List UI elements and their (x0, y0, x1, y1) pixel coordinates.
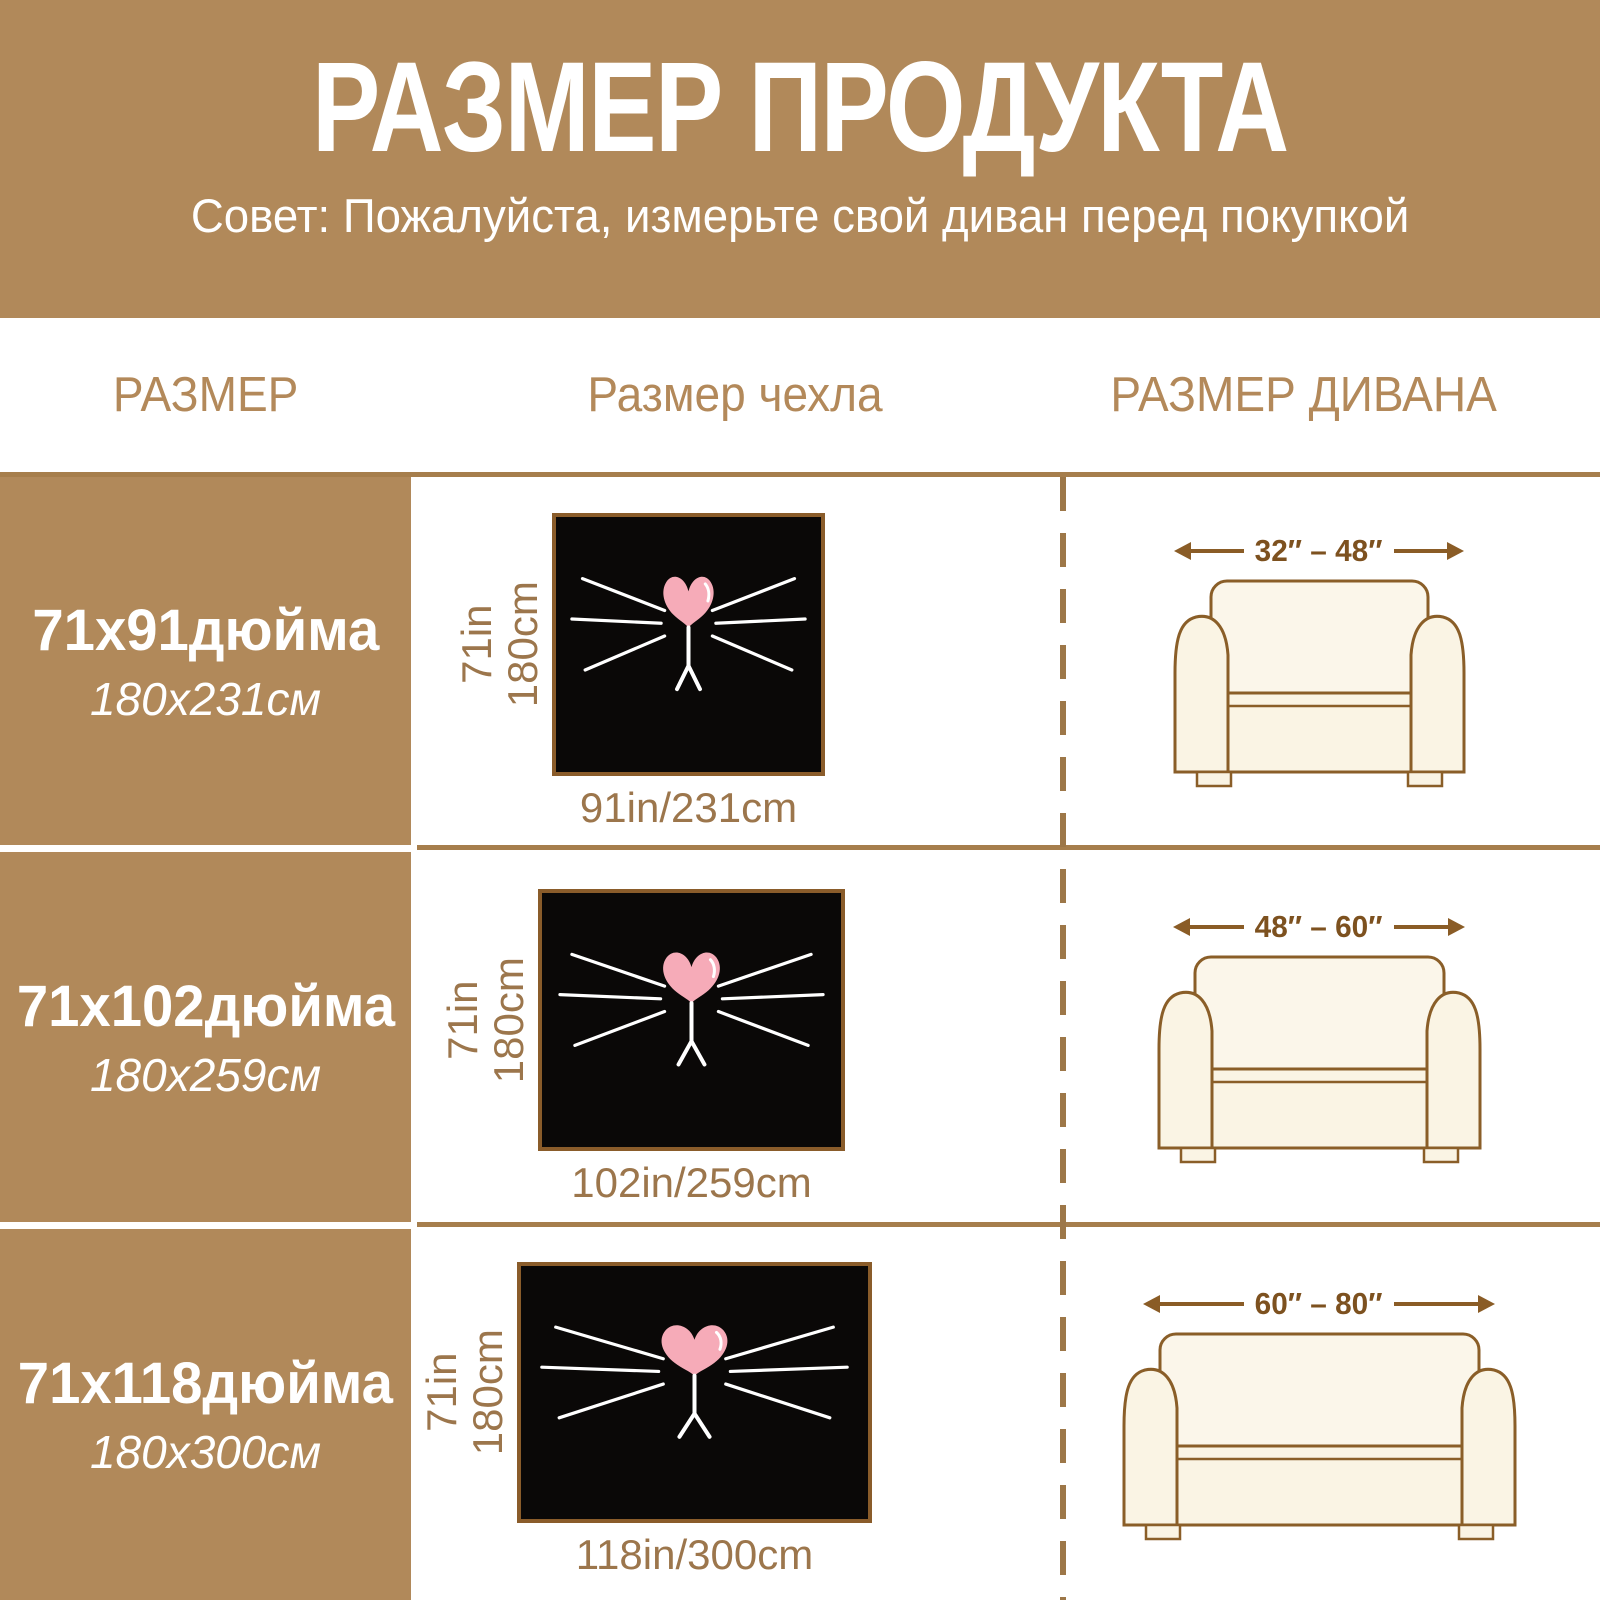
loveseat-illustration (1151, 951, 1488, 1166)
page-subtitle: Совет: Пожалуйста, измерьте свой диван перед покупкой (190, 189, 1410, 242)
whiskers-right (726, 1327, 847, 1418)
cover-width-label: 118in/300cm (575, 1531, 814, 1578)
size-cell-row2 (0, 852, 411, 1222)
arrow-line (1394, 925, 1448, 929)
size-inches-label: 71x91дюйма (32, 597, 379, 663)
arrow-left-head-icon (1174, 542, 1191, 560)
cover-height-in: 71in (452, 604, 500, 685)
arrow-line (1394, 549, 1447, 553)
cover-height-cm: 180cm (499, 581, 546, 708)
cover-height-labels (450, 517, 550, 772)
whiskers-right (718, 954, 823, 1045)
column-header-cover-label: Размер чехла (587, 368, 884, 422)
arrow-right-head-icon (1478, 1295, 1495, 1313)
mouth-lines (679, 1376, 709, 1437)
row-separator-2 (417, 1222, 1600, 1227)
sofa-cell-row1 (1066, 477, 1600, 845)
size-cm-label: 180x300см (89, 1426, 322, 1478)
sofa-width-arrow (1174, 533, 1464, 569)
cover-height-in: 71in (417, 1352, 465, 1433)
column-header-size (0, 318, 411, 472)
whiskers-right (712, 579, 805, 670)
column-header-sofa-label: РАЗМЕР ДИВАНА (1110, 368, 1498, 422)
arrow-right-head-icon (1448, 918, 1465, 936)
size-inches-label: 71x102дюйма (16, 973, 395, 1039)
size-cm-label: 180x231см (89, 672, 322, 725)
cover-rect-row1 (452, 513, 825, 831)
sofa-cell-row2 (1066, 852, 1600, 1222)
armchair-illustration (1167, 575, 1472, 790)
whiskers-left (542, 1327, 663, 1418)
header (0, 0, 1600, 318)
cat-whiskers-graphic (556, 517, 821, 772)
arrow-left-head-icon (1143, 1295, 1160, 1313)
arrow-line (1191, 549, 1244, 553)
arrow-line (1190, 925, 1244, 929)
sofa-width-arrow (1143, 1286, 1495, 1322)
size-inches-label: 71x118дюйма (17, 1351, 394, 1416)
cover-rect-row2 (438, 889, 845, 1206)
arrow-line (1394, 1302, 1478, 1306)
arrow-left-head-icon (1173, 918, 1190, 936)
sofa-range-label: 60″ – 80″ (1255, 1286, 1383, 1321)
column-header-sofa (1066, 318, 1600, 472)
size-cell-row1 (0, 477, 411, 845)
sofa-illustration (1116, 1328, 1523, 1543)
row-separator-1 (417, 845, 1600, 850)
cover-width-label: 91in/231cm (579, 784, 798, 831)
page-title: РАЗМЕР ПРОДУКТА (312, 36, 1288, 179)
cover-height-cm: 180cm (464, 1329, 511, 1456)
cover-width-label: 102in/259cm (571, 1159, 812, 1206)
size-cell-row3 (0, 1229, 411, 1600)
cat-whiskers-graphic (542, 893, 841, 1147)
size-cm-label: 180x259см (89, 1048, 322, 1101)
arrow-line (1160, 1302, 1244, 1306)
cat-whiskers-graphic (521, 1266, 868, 1519)
column-header-cover (411, 318, 1060, 472)
cover-height-labels (415, 1266, 515, 1519)
cover-height-in: 71in (438, 980, 486, 1060)
mouth-lines (677, 628, 700, 690)
cover-height-labels (436, 893, 536, 1147)
column-header-size-label: РАЗМЕР (112, 368, 299, 422)
sofa-cell-row3 (1066, 1229, 1600, 1600)
whiskers-left (560, 954, 665, 1045)
sofa-width-arrow (1173, 909, 1465, 945)
sofa-range-label: 32″ – 48″ (1255, 532, 1383, 568)
page-subtitle-wrap (0, 188, 1600, 243)
cover-height-cm: 180cm (485, 956, 532, 1084)
arrow-right-head-icon (1447, 542, 1464, 560)
cover-rect-row3 (417, 1262, 872, 1578)
sofa-range-label: 48″ – 60″ (1255, 908, 1383, 944)
page-title-wrap (0, 36, 1600, 179)
mouth-lines (679, 1003, 705, 1064)
whiskers-left (572, 579, 665, 670)
